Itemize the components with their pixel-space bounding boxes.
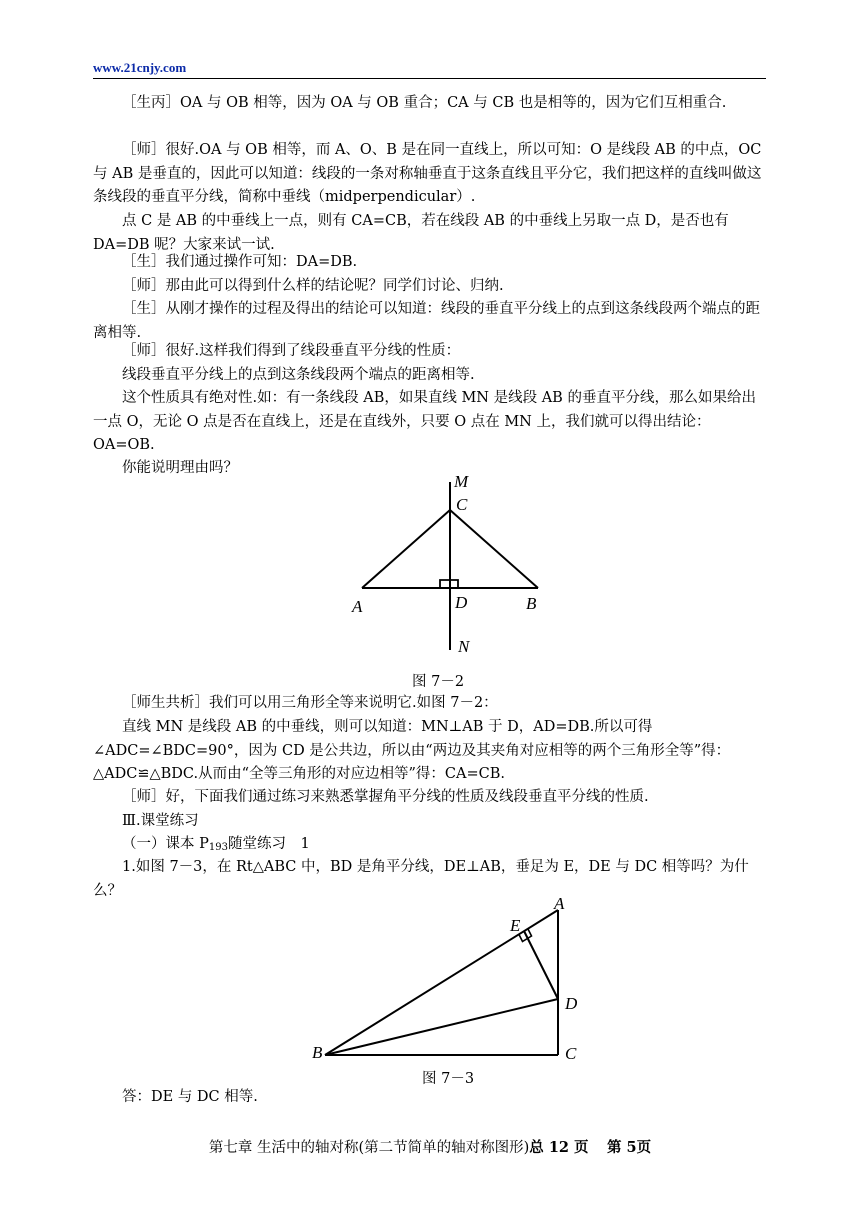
paragraph-14: Ⅲ.课堂练习 <box>122 813 199 829</box>
paragraph-11: ［师生共析］我们可以用三角形全等来说明它.如图 7－2： <box>122 695 498 711</box>
label-d: D <box>565 994 578 1013</box>
paragraph-1: ［生丙］OA 与 OB 相等，因为 OA 与 OB 重合；CA 与 CB 也是相等的，因为它们互相重合. <box>122 95 727 111</box>
paragraph-4: ［生］我们通过操作可知：DA=DB. <box>122 254 358 270</box>
paragraph-3: 点 C 是 AB 的中垂线上一点，则有 CA=CB，若在线段 AB 的中垂线上另取一点 D，是否也有 DA=DB 呢？大家来试一试. <box>93 213 729 253</box>
label-n: N <box>458 637 470 656</box>
paragraph-6: ［生］从刚才操作的过程及得出的结论可以知道：线段的垂直平分线上的点到这条线段两个端点的距离相等. <box>93 301 760 341</box>
label-a: A <box>554 895 565 913</box>
label-d: D <box>455 593 468 612</box>
paragraph-5: ［师］那由此可以得到什么样的结论呢？同学们讨论、归纳. <box>122 278 504 294</box>
segment-bd <box>325 999 558 1055</box>
figure-7-3 <box>300 895 600 1065</box>
paragraph-7: ［师］很好.这样我们得到了线段垂直平分线的性质： <box>122 343 461 359</box>
paragraph-12: 直线 MN 是线段 AB 的中垂线，则可以知道：MN⊥AB 于 D，AD=DB.所以可得∠ADC=∠BDC=90°，因为 CD 是公共边，所以由“两边及其夹角对应相等的两个三角形全等”得：△ADC≌△BDC.从而由“全等三角形的对应边相等”得：CA=CB. <box>93 719 731 782</box>
footer-chapter: 第七章 生活中的轴对称(第二节简单的轴对称图形) <box>208 1140 530 1156</box>
label-e: E <box>510 916 521 935</box>
paragraph-13: ［师］好，下面我们通过练习来熟悉掌握角平分线的性质及线段垂直平分线的性质. <box>122 789 649 805</box>
paragraph-8: 线段垂直平分线上的点到这条线段两个端点的距离相等. <box>122 367 475 383</box>
figure-7-2 <box>340 470 560 660</box>
segment-ca <box>362 510 450 588</box>
page-footer <box>0 1136 860 1157</box>
figure-7-3-caption: 图 7－3 <box>422 1071 475 1087</box>
answer: 答：DE 与 DC 相等. <box>122 1089 258 1105</box>
segment-de <box>524 931 558 999</box>
exercise-question: 1.如图 7－3，在 Rt△ABC 中，BD 是角平分线，DE⊥AB，垂足为 E，DE 与 DC 相等吗？为什么？ <box>93 859 749 899</box>
paragraph-2: ［师］很好.OA 与 OB 相等，而 A、O、B 是在同一直线上，所以可知：O 是线段 AB 的中点，OC 与 AB 是垂直的，因此可以知道：线段的一条对称轴垂直于这条直线且平分它，我们把这样的直线叫做这条线段的垂直平分线，简称中垂线（midperpendicular）. <box>93 142 762 205</box>
segment-ba <box>325 910 558 1055</box>
label-b: B <box>312 1043 323 1062</box>
label-b: B <box>526 594 537 613</box>
paragraph-9: 这个性质具有绝对性.如：有一条线段 AB，如果直线 MN 是线段 AB 的垂直平分线，那么如果给出一点 O，无论 O 点是否在直线上，还是在直线外，只要 O 点在 MN 上，我们就可以得出结论：OA=OB. <box>93 390 756 453</box>
exercise-intro: （一）课本 $P_{193}$随堂练习 1 <box>122 836 310 853</box>
site-link[interactable]: www.21cnjy.com <box>93 60 187 75</box>
segment-cb <box>450 510 538 588</box>
paragraph-10: 你能说明理由吗？ <box>122 460 238 476</box>
header-rule <box>93 78 766 79</box>
label-a: A <box>352 597 363 616</box>
footer-page: 第 5页 <box>607 1139 652 1156</box>
label-m: M <box>454 472 469 491</box>
footer-total: 总 12 页 <box>529 1139 589 1156</box>
label-c: C <box>565 1044 577 1063</box>
figure-7-2-caption: 图 7－2 <box>412 674 465 690</box>
label-c: C <box>456 495 468 514</box>
